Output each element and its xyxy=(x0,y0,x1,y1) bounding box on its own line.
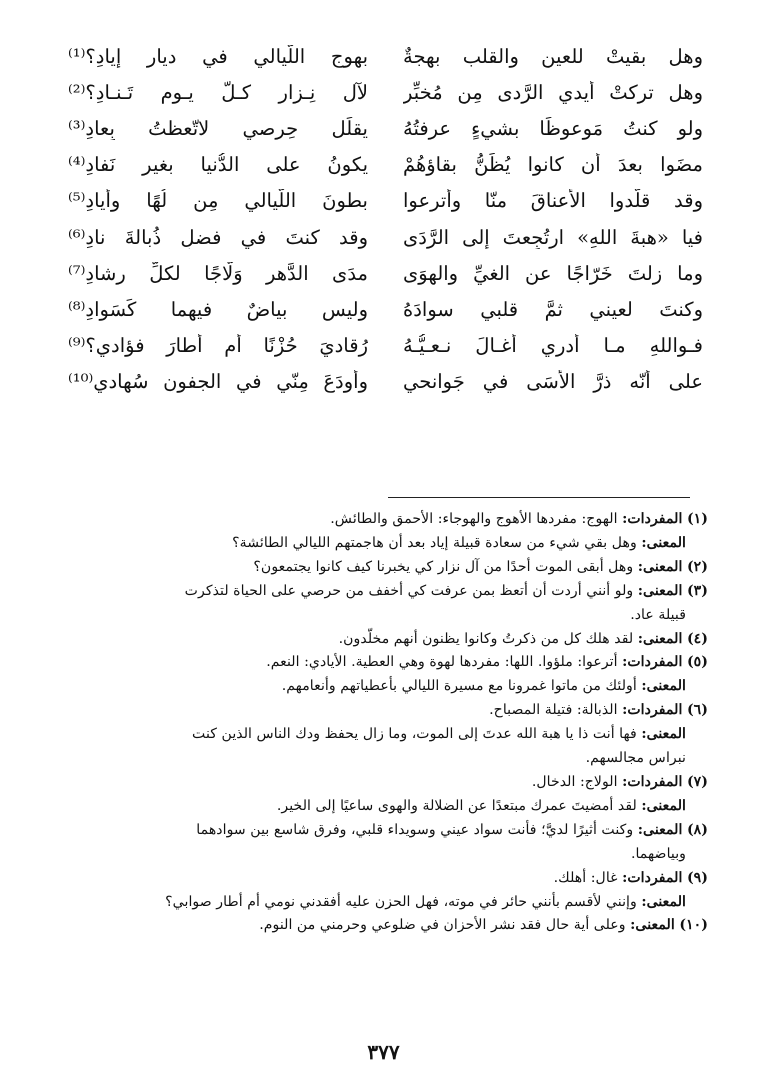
footnote-text: لقد هلك كل من ذكرتُ وكانوا يظنون أنهم مخلّدون. xyxy=(338,630,634,647)
verse xyxy=(68,364,703,400)
verse-second-hemistich: يكونُ على الدُّنيا بغيرِ نَفادِ⁽⁴⁾ xyxy=(68,153,368,177)
verse-second-hemistich: وأودَعَ مِنّي في الجفونِ سُهادي⁽¹⁰⁾ xyxy=(68,370,368,394)
footnote-line xyxy=(64,795,708,819)
footnote-text: ولو أنني أردت أن أتعظ بمن عرفت كي أخفف من حرصي على الحياة لتذكرت xyxy=(184,582,634,599)
footnote-text: نبراس مجالسهم. xyxy=(585,750,686,767)
footnote-label: المعنى: xyxy=(630,917,675,934)
verse xyxy=(68,74,703,110)
footnote-text: وعلى أية حال فقد نشر الأحزان في ضلوعي وحرمني من النوم. xyxy=(259,917,626,934)
footnote-line xyxy=(64,699,708,723)
footnote-text: الولاج: الدخال. xyxy=(531,773,618,790)
footnote-label: المعنى: xyxy=(641,534,686,551)
verse-second-hemistich: مدَى الدَّهرِ وَلّاجًا لكلِّ رشادِ⁽⁷⁾ xyxy=(68,261,368,285)
footnote-label: المفردات: xyxy=(622,511,683,527)
footnote-label: المعنى: xyxy=(641,797,686,814)
verse-first-hemistich: وهل تركتْ أيدي الرَّدى مِن مُخبِّرٍ xyxy=(403,80,703,104)
footnote-line xyxy=(64,914,708,938)
footnote-line xyxy=(64,867,708,891)
footnote-line xyxy=(64,891,708,915)
footnote-label: المفردات: xyxy=(622,869,683,886)
verse-second-hemistich: بهوج اللّيالي في ديارِ إيادِ؟⁽¹⁾ xyxy=(68,44,368,68)
page-number: ٣٧٧ xyxy=(367,1040,400,1064)
footnote-text: الهوج: مفردها الأهوج والهوجاء: الأحمق والطائش. xyxy=(330,511,618,527)
verse-second-hemistich: وقد كنتَ في فضلٍ ذُبالةَ نادِ⁽⁶⁾ xyxy=(68,225,368,249)
footnote-number: (٧) xyxy=(686,773,708,790)
footnote-line xyxy=(64,819,708,843)
footnote-number: (١٠) xyxy=(679,917,708,934)
footnote-line xyxy=(64,580,708,604)
footnote-text: الذبالة: فتيلة المصباح. xyxy=(489,702,618,719)
verse-first-hemistich: على أنّه ذرَّ الأسَى في جَوانحي xyxy=(403,370,703,394)
footnote-label: المفردات: xyxy=(622,773,683,790)
footnote-number: (٩) xyxy=(686,869,708,886)
footnote-label: المعنى: xyxy=(641,678,686,695)
footnote-line xyxy=(64,747,708,771)
footnote-text: أولئك من ماتوا غمرونا مع مسيرة الليالي بأعطياتهم وأنعامهم. xyxy=(281,678,637,695)
verse xyxy=(68,328,703,364)
verse xyxy=(68,291,703,327)
footnote-number: (٨) xyxy=(686,821,708,838)
footnote-line xyxy=(64,651,708,675)
verse xyxy=(68,183,703,219)
footnote-line xyxy=(64,508,708,532)
footnotes xyxy=(64,508,708,938)
verse-second-hemistich: رُقاديَ حُزْنًا أم أطارَ فؤادي؟⁽⁹⁾ xyxy=(68,334,368,358)
footnote-label: المعنى: xyxy=(637,821,683,838)
footnote-line xyxy=(64,675,708,699)
footnote-text: فها أنت ذا يا هبة الله عدتَ إلى الموت، وما زال يحفظ ودك الناس الذين كنت xyxy=(192,726,637,743)
footnote-text: وكنت أثيرًا لديَّ؛ فأنت سواد عيني وسويداء قلبي، وفرق شاسع بين سوادهما xyxy=(196,821,634,838)
footnote-line xyxy=(64,604,708,628)
verse xyxy=(68,147,703,183)
footnote-label: المعنى: xyxy=(637,630,683,647)
footnote-line xyxy=(64,771,708,795)
footnote-line xyxy=(64,723,708,747)
footnote-number: (٢) xyxy=(686,558,708,575)
footnote-text: وهل أبقى الموت أحدًا من آل نزار كي يخبرنا كيف كانوا يجتمعون؟ xyxy=(253,558,634,575)
verse-first-hemistich: وقد قلَّدوا الأعناقَ منّا وأَترعوا xyxy=(403,189,703,213)
footnote-text: وإنني لأقسم بأنني حائر في موته، فهل الحزن عليه أفقدني نومي أم أطار صوابي؟ xyxy=(165,893,637,910)
verse-second-hemistich: بطونَ اللّيالي مِن لُهًا وأيادِ⁽⁵⁾ xyxy=(68,189,368,213)
verse-first-hemistich: فيا «هبةَ اللهِ» ارتُجِعتَ إلى الرَّدَى xyxy=(403,225,703,249)
verse-second-hemistich: وليس بياضٌ فيهما كَسَوادِ⁽⁸⁾ xyxy=(68,297,368,321)
verse-first-hemistich: فـواللهِ مـا أدري أغـالَ نـعـيُّـهُ xyxy=(403,334,703,358)
verse xyxy=(68,38,703,74)
footnote-text: لقد أمضيتَ عمرك مبتعدًا عن الضلالة والهوى ساعيًا إلى الخير. xyxy=(276,797,637,814)
verse xyxy=(68,110,703,146)
footnote-line xyxy=(64,628,708,652)
footnote-number: (٤) xyxy=(686,630,708,647)
footnote-text: أترعوا: ملؤوا. اللها: مفردها لهوة وهي العطية. الأيادي: النعم. xyxy=(266,654,618,671)
footnote-line xyxy=(64,843,708,867)
footnote-label: المفردات: xyxy=(622,702,683,719)
footnote-label: المعنى: xyxy=(637,582,683,599)
verse-first-hemistich: وكنتَ لعيني ثمَّ قلبي سوادَهُ xyxy=(403,297,703,321)
footnote-text: قبيلة عاد. xyxy=(630,606,686,623)
footnote-line xyxy=(64,532,708,556)
verse-first-hemistich: وما زلتَ خَرّاجًا عنِ الغيِّ والهوَى xyxy=(403,261,703,285)
footnote-label: المعنى: xyxy=(641,726,686,743)
footnote-number: (٣) xyxy=(686,582,708,599)
footnote-text: وهل بقي شيء من سعادة قبيلة إياد بعد أن هاجمتهم الليالي الطائشة؟ xyxy=(232,534,637,551)
verse xyxy=(68,219,703,255)
footnote-label: المفردات: xyxy=(622,654,683,671)
verse-first-hemistich: مضَوا بعدَ أن كانوا يُظَنُّ بقاؤهُمْ xyxy=(403,153,703,177)
verse-second-hemistich: يقلِّل حِرصي لاتّعظتُ بِعادِ⁽³⁾ xyxy=(68,116,368,140)
footnote-number: (٥) xyxy=(686,654,708,671)
verse-first-hemistich: ولو كنتُ مَوعوظًا بشيءٍ عرفتُهُ xyxy=(403,116,703,140)
footnote-label: المعنى: xyxy=(637,558,683,575)
footnote-line xyxy=(64,556,708,580)
verse-second-hemistich: لآلِ نِـزارٍ كـلَّ يـوم تَـنـادِ؟⁽²⁾ xyxy=(68,80,368,104)
footnote-label: المعنى: xyxy=(641,893,686,910)
footnote-divider xyxy=(388,497,690,498)
footnote-text: وبياضهما. xyxy=(630,845,686,862)
footnote-text: غال: أهلك. xyxy=(553,869,618,886)
footnote-number: (٦) xyxy=(686,702,708,719)
verse xyxy=(68,255,703,291)
verse-first-hemistich: وهل بقيتْ للعين والقلب بهجةٌ xyxy=(403,44,703,68)
footnote-number: (١) xyxy=(686,511,708,527)
poem xyxy=(68,38,703,400)
